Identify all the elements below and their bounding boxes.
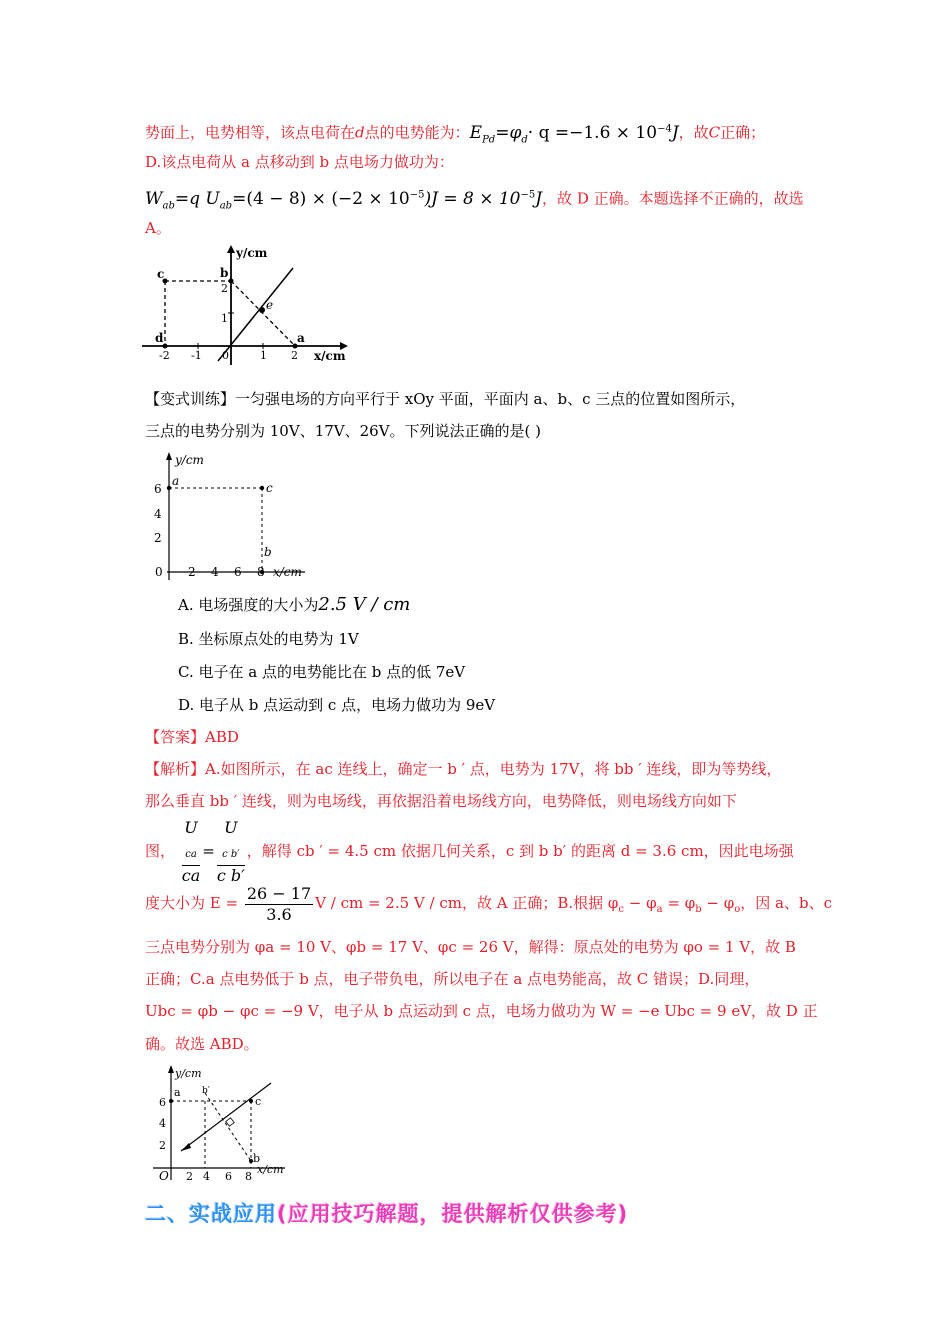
tick-x-2: 2 [188, 565, 196, 579]
field-line [181, 1083, 271, 1151]
equals: = [202, 842, 215, 861]
label-a: a [172, 474, 180, 488]
frac-sub: ca [185, 849, 197, 861]
tick-y-4: 4 [154, 507, 162, 521]
frac-sub: c b′ [222, 849, 240, 861]
formula: =(4 − 8) × (−2 × 10 [232, 188, 410, 209]
intro-line-4: A。 [145, 219, 171, 237]
intro-line-2: D.该点电荷从 a 点移动到 b 点电场力做功为： [145, 153, 454, 171]
label-a: a [297, 331, 305, 345]
y-axis-arrow [168, 1065, 174, 1073]
x-axis-label: x/cm [273, 565, 302, 579]
formula-sub: d [521, 134, 528, 146]
analysis-line-2: 那么垂直 bb ′ 连线，则为电场线，再依据沿着电场线方向，电势降低，则电场线方向如下 [145, 792, 737, 810]
analysis-line-3 [145, 818, 794, 886]
option-a-math: 2.5 V / cm [318, 594, 411, 615]
intro-text: ，故 D 正确。本题选择不正确的，故选 [542, 189, 804, 208]
y-axis-label: y/cm [175, 1067, 202, 1080]
question-line-1 [145, 388, 745, 410]
intro-text: 势面上，电势相等，该点电荷在 [145, 123, 356, 142]
section-heading-rest: (应用技巧解题，提供解析仅供参考) [277, 1202, 629, 1226]
tick-x-0: 0 [222, 349, 229, 362]
point-a [169, 1099, 173, 1103]
intro-text: ，故 [678, 123, 709, 142]
analysis-line-5: 三点电势分别为 φa = 10 V、φb = 17 V、φc = 26 V，解得：原点处的电势为 φo = 1 V，故 B [145, 938, 796, 956]
frac-num: U [184, 818, 198, 837]
analysis-tag: 【解析】 [145, 760, 206, 778]
figure-2-diagram [145, 448, 320, 583]
option-c: C. 电子在 a 点的电势能比在 b 点的低 7eV [178, 663, 466, 681]
analysis-text: = φ [662, 894, 696, 912]
tick-y-1: 1 [221, 312, 228, 325]
question-line-2: 三点的电势分别为 10V、17V、26V。下列说法正确的是( ) [145, 422, 542, 440]
tick-x-4: 4 [211, 565, 219, 579]
intro-var: C [708, 123, 721, 142]
option-a [178, 594, 410, 615]
analysis-text: V / cm = 2.5 V / cm，故 A 正确；B.根据 φ [315, 894, 619, 912]
point-b [229, 279, 234, 284]
tick-y-2: 2 [154, 531, 162, 545]
frac-den: c b′ [216, 866, 245, 886]
label-bprime: b′ [202, 1086, 210, 1096]
formula-sup: −5 [520, 189, 536, 200]
formula: J [535, 188, 543, 209]
tick-x-1: 1 [260, 349, 267, 362]
figure-3-diagram [145, 1063, 295, 1185]
frac-num: 26 − 17 [246, 883, 312, 903]
tick-x-4: 4 [203, 1170, 210, 1183]
figure-1-diagram [140, 243, 350, 368]
label-b: b [220, 266, 229, 280]
label-e: e [266, 298, 274, 312]
fraction-e [245, 884, 313, 925]
analysis-line-4 [145, 877, 832, 936]
tick-y-2: 2 [159, 1139, 166, 1152]
tick-y-2: 2 [221, 282, 228, 295]
tick-x-6: 6 [225, 1170, 232, 1183]
formula: · q =−1.6 × 10 [527, 122, 658, 143]
y-axis-arrow [227, 245, 235, 253]
frac-num: U [224, 818, 238, 837]
formula-sub: ab [219, 200, 233, 212]
y-axis-label: y/cm [175, 453, 204, 467]
sub: c [618, 904, 625, 915]
question-text: 一匀强电场的方向平行于 xOy 平面，平面内 a、b、c 三点的位置如图所示， [235, 390, 746, 408]
tick-y-4: 4 [159, 1117, 166, 1130]
tick-x-neg1: -1 [191, 349, 202, 362]
label-origin: O [159, 1169, 169, 1183]
formula: W [145, 188, 163, 209]
section-heading-prefix: 二、实战应用 [145, 1202, 277, 1226]
analysis-text: − φ [624, 894, 657, 912]
tick-x-0: 0 [155, 565, 163, 579]
analysis-text: 度大小为 E = [145, 894, 239, 912]
frac-den: ca [181, 866, 201, 886]
intro-text: 点的电势能为： [364, 123, 470, 142]
intro-text: 正确； [720, 123, 766, 142]
sub: a [656, 904, 663, 915]
answer-value: ABD [205, 728, 239, 746]
analysis-line-1 [145, 758, 781, 780]
formula: =q U [174, 188, 220, 209]
x-axis-label: x/cm [314, 349, 346, 363]
intro-line-1 [145, 118, 765, 151]
question-tag: 【变式训练】 [145, 390, 236, 408]
dashed-b-a [231, 281, 295, 346]
formula-sub: ab [162, 200, 175, 212]
formula-sub: Pd [482, 134, 496, 146]
label-c: c [157, 267, 165, 281]
option-a-text: A. 电场强度的大小为 [178, 596, 319, 614]
label-b: b [264, 545, 272, 559]
sub: o [734, 904, 741, 915]
formula: E [469, 122, 483, 143]
label-c: c [255, 1095, 262, 1108]
analysis-text: 图， [145, 842, 176, 861]
analysis-line-7: Ubc = φb − φc = −9 V，电子从 b 点运动到 c 点，电场力做功为 W = −e Ubc = 9 eV，故 D 正 [145, 1002, 818, 1020]
analysis-text: ，因 a、b、c [740, 894, 832, 912]
tick-x-2: 2 [291, 349, 298, 362]
y-axis-arrow [166, 452, 172, 460]
formula: J [671, 122, 679, 143]
formula-sup: −5 [409, 189, 425, 200]
intro-var: d [355, 123, 365, 142]
point-c [260, 486, 264, 490]
point-e [259, 307, 265, 313]
analysis-line-6: 正确；C.a 点电势低于 b 点，电子带负电，所以电子在 a 点电势能高，故 C 错误；D.同理， [145, 970, 760, 988]
answer-tag: 【答案】 [145, 728, 206, 746]
formula-sup: −4 [657, 123, 672, 134]
label-a: a [174, 1086, 181, 1099]
sub: b [695, 904, 702, 915]
point-c [249, 1099, 253, 1103]
label-d: d [155, 331, 164, 345]
tick-y-6: 6 [154, 482, 162, 496]
label-c: c [266, 481, 273, 495]
tick-x-neg2: -2 [159, 349, 170, 362]
y-axis-label: y/cm [236, 246, 268, 260]
formula: )J = 8 × 10 [424, 188, 521, 209]
fraction-u-ca [182, 818, 201, 886]
intro-line-3 [145, 184, 804, 217]
point-a [167, 486, 171, 490]
answer-line [145, 726, 239, 748]
option-d: D. 电子从 b 点运动到 c 点，电场力做功为 9eV [178, 696, 496, 714]
section-heading [145, 1198, 628, 1228]
tick-x-2: 2 [186, 1170, 193, 1183]
tick-x-8: 8 [257, 565, 265, 579]
label-b: b [253, 1152, 261, 1165]
tick-x-6: 6 [234, 565, 242, 579]
tick-y-6: 6 [159, 1096, 166, 1109]
option-b: B. 坐标原点处的电势为 1V [178, 630, 359, 648]
analysis-text: − φ [701, 894, 735, 912]
analysis-line-8: 确。故选 ABD。 [145, 1035, 259, 1053]
fraction-u-cb [217, 818, 245, 886]
tick-x-8: 8 [245, 1170, 252, 1183]
frac-den: 3.6 [266, 904, 292, 924]
formula: =φ [495, 122, 522, 143]
x-axis-label: x/cm [257, 1163, 284, 1176]
analysis-text: ，解得 cb ′ = 4.5 cm 依据几何关系，c 到 b b′ 的距离 d = 3.6 cm，因此电场强 [246, 842, 794, 861]
analysis-text: A.如图所示，在 ac 连线上，确定一 b ′ 点，电势为 17V，将 bb ′ 连线，即为等势线， [205, 760, 782, 778]
